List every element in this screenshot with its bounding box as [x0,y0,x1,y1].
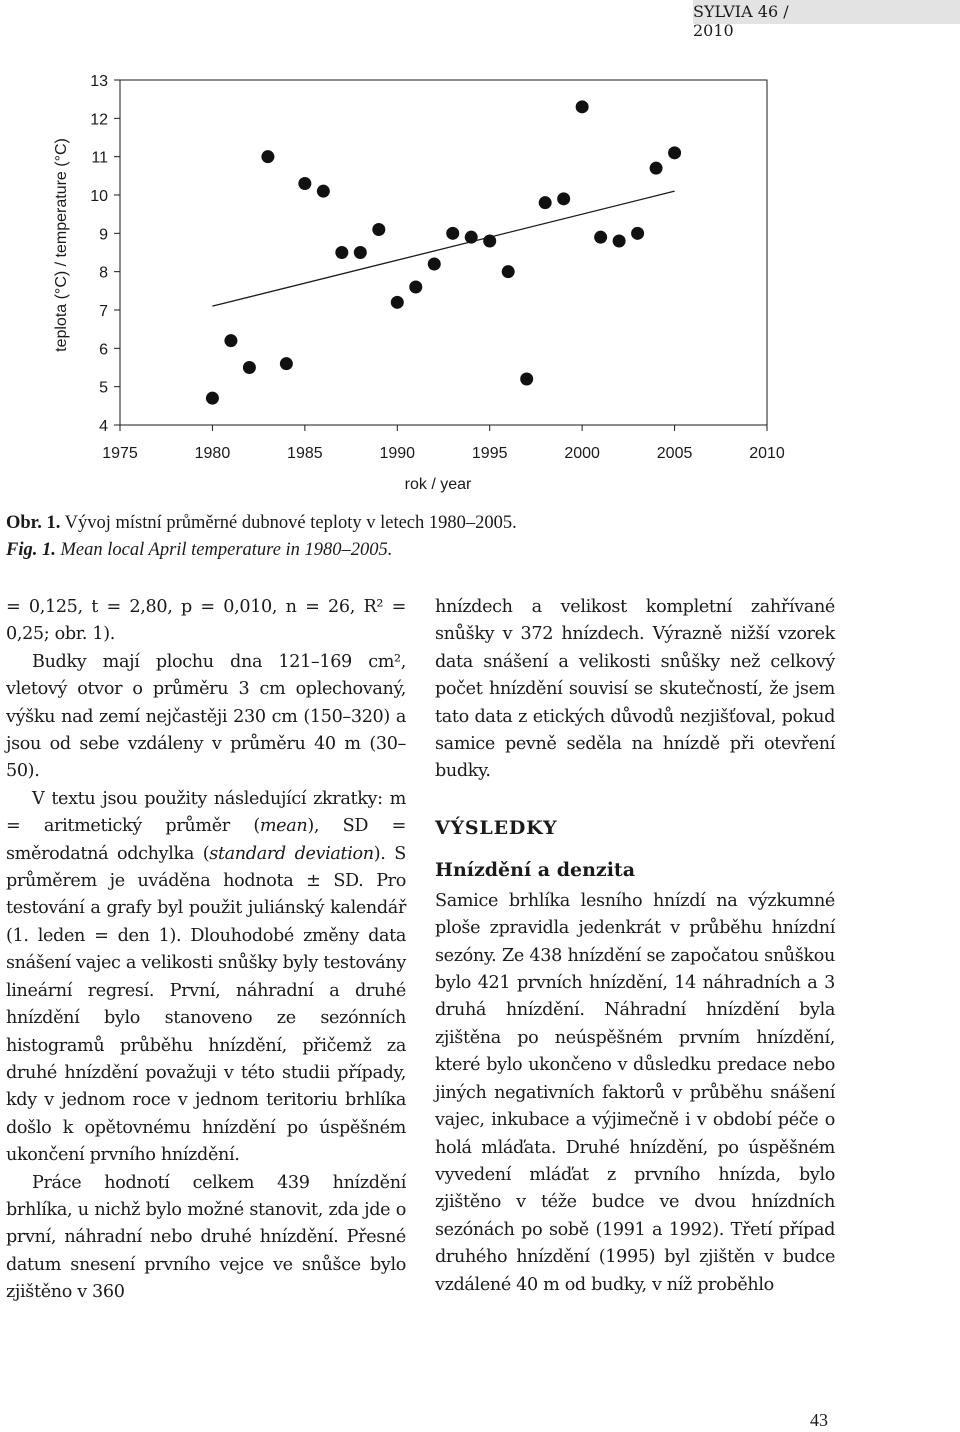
caption-english [6,537,646,564]
data-point [224,334,237,347]
y-tick-label: 10 [90,188,108,205]
data-point [594,231,607,244]
y-tick-label: 7 [99,303,108,320]
x-tick-label: 1990 [379,445,416,462]
caption-en-text: Mean local April temperature in 1980–2005. [60,540,393,560]
paragraph: Budky mají plochu dna 121–169 cm², vletový otvor o průměru 3 cm oplechovaný, výšku nad zemí nejčastěji 230 cm (150–320) a jsou od sebe vzdáleny v průměru 40 m (30–50). [6,651,406,782]
text-run: ). S průměrem je uváděna hodnota ± SD. Pro testování a grafy byl použit juliánský kalendář (1. leden = den 1). Dlouhodobé změny data snášení vajec a velikosti snůšky byly testovány lineární regresí. První, náhradní a druhé hnízdění bylo stanoveno ze sezónních histogramů průběhu hnízdění, přičemž za druhé hnízdění považuji v této studii případy, kdy v jednom roce v jednom teritoriu brhlíka došlo k opětovnému hnízdění po úspěšném ukončení prvního hnízdění. [6,843,406,1166]
y-tick-label: 9 [99,226,108,244]
y-axis-label: teplota (°C) / temperature (°C) [53,138,70,352]
right-column [435,594,835,1299]
temperature-chart [0,0,960,500]
trendline [212,191,674,306]
data-point [280,357,293,370]
x-tick-label: 1985 [287,445,323,462]
x-tick-label: 2000 [564,445,600,462]
y-tick-label: 5 [99,379,108,397]
data-points [206,100,681,404]
data-point [409,281,422,294]
data-point [243,361,256,374]
data-point [539,196,552,209]
y-tick-label: 4 [99,418,108,435]
figure-caption [6,510,646,564]
trendline-group [212,191,674,306]
x-tick-label: 1975 [102,445,138,462]
data-point [391,296,404,309]
data-point [483,235,496,248]
y-tick-label: 13 [90,73,108,90]
y-tick-label: 12 [90,111,108,129]
data-point [520,373,533,386]
text-run: V textu jsou použity následující zkratky: m = aritmetický průměr ( [6,788,406,837]
subsection-heading: Hnízdění a denzita [435,858,636,881]
y-tick-label: 11 [91,149,108,167]
data-point [650,162,663,175]
term-standard-deviation: standard deviation [209,843,374,864]
data-point [557,192,570,205]
x-tick-label: 2005 [656,445,693,462]
plot-frame [120,80,767,425]
data-point [298,177,311,190]
data-point [354,246,367,259]
x-axis-label: rok / year [404,476,472,493]
paragraph: = 0,125, t = 2,80, p = 0,010, n = 26, R² = 0,25; obr. 1). [6,597,406,645]
y-axis-ticks [90,73,120,435]
x-tick-label: 1980 [194,445,231,462]
paragraph [6,786,406,1170]
text-run: ), SD = směrodatná odchylka ( [6,816,406,864]
data-point [446,227,459,240]
data-point [261,150,274,163]
y-tick-label: 6 [99,341,108,359]
paragraph: hnízdech a velikost kompletní zahřívané snůšky v 372 hnízdech. Výrazně nižší vzorek data snášení a velikosti snůšky než celkový počet hnízdění souvisí se skutečností, že jsem tato data z etických důvodů nezjišťoval, pokud samice pevně seděla na hnízdě při otevření budky. [435,597,835,782]
x-tick-label: 2010 [749,445,785,462]
caption-cz-label: Obr. 1. [6,513,61,533]
data-point [335,246,348,259]
data-point [206,392,219,405]
term-mean: mean [259,816,308,837]
data-point [317,185,330,198]
caption-czech [6,510,646,537]
data-point [613,235,626,248]
data-point [631,227,644,240]
journal-name: SYLVIA 46 / 2010 [693,2,789,40]
x-axis-ticks [102,425,785,462]
paragraph: Samice brhlíka lesního hnízdí na výzkumné ploše zpravidla jedenkrát v průběhu hnízdní sezóny. Ze 438 hnízdění se započatou snůškou bylo 421 prvních hnízdění, 14 náhradních a 3 druhá hnízdění. Náhradní hnízdění byla zjištěna po neúspěšném prvním hnízdění, které bylo ukončeno v důsledku predace nebo jiných negativních faktorů v průběhu snášení vajec, inkubace a výjimečně i v období péče o holá mláďata. Druhé hnízdění, po úspěšném vyvedení mláďat z prvního hnízda, bylo zjištěno v téže budce ve dvou hnízdních sezónách po sobě (1991 a 1992). Třetí případ druhého hnízdění (1995) byl zjištěn v budce vzdálené 40 m od budky, v níž proběhlo [435,890,835,1295]
section-heading: VÝSLEDKY [435,816,558,839]
data-point [465,231,478,244]
data-point [502,265,515,278]
paragraph: Práce hodnotí celkem 439 hnízdění brhlíka, u nichž bylo možné stanovit, zda jde o první, náhradní nebo druhé hnízdění. Přesné datum snesení prvního vejce ve snůšce bylo zjištěno v 360 [6,1172,406,1303]
x-tick-label: 1995 [471,445,508,462]
caption-en-label: Fig. 1. [6,540,56,560]
data-point [428,258,441,271]
y-tick-label: 8 [99,264,108,282]
data-point [668,146,681,159]
caption-cz-text: Vývoj místní průměrné dubnové teploty v letech 1980–2005. [64,513,517,533]
left-column [6,594,406,1307]
page-number: 43 [810,1410,828,1430]
data-point [372,223,385,236]
data-point [576,100,589,113]
